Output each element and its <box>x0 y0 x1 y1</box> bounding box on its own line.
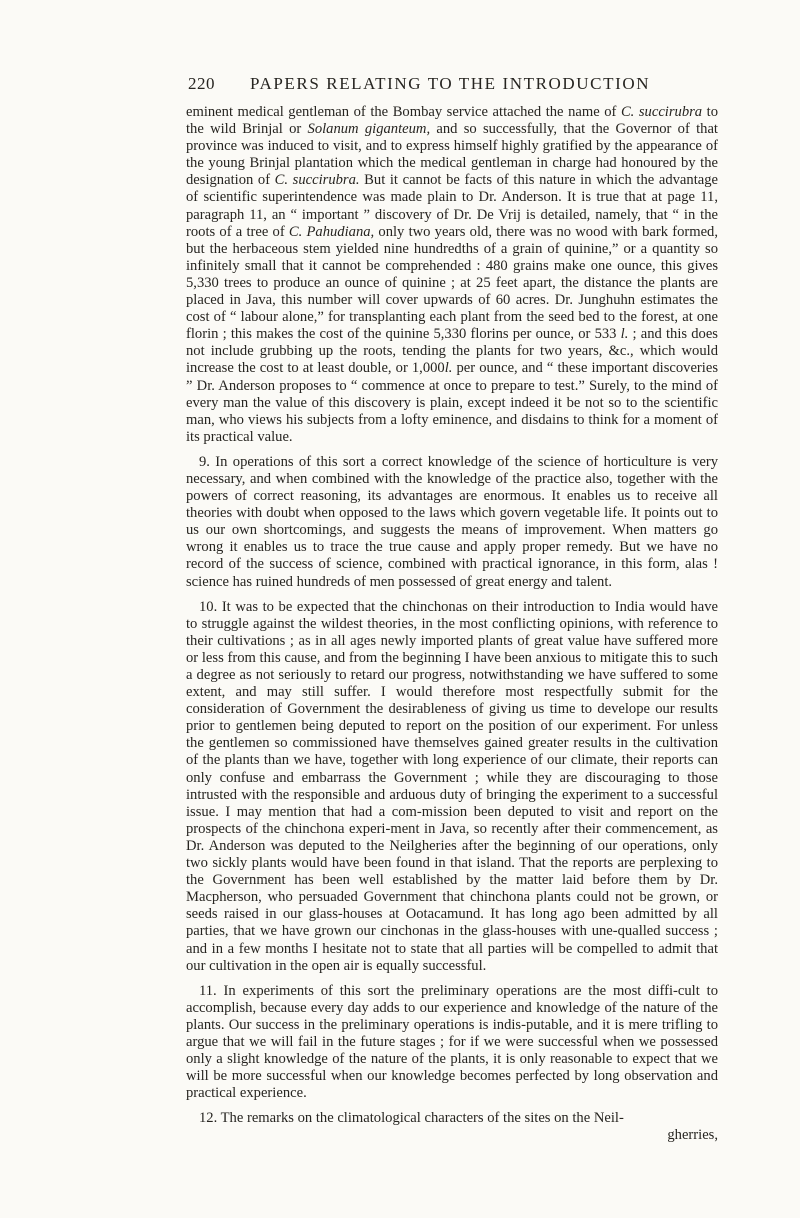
running-head: PAPERS RELATING TO THE INTRODUCTION <box>250 74 651 93</box>
catchword: gherries, <box>667 1127 718 1144</box>
paragraph-12 <box>186 1110 718 1127</box>
italic-text: C. succirubra <box>620 104 703 120</box>
italic-text: Solanum giganteum, <box>307 121 431 138</box>
text-run: ; and this does not include grubbing up the roots, tending the plants for two years, &c., which would increase the cost to at least double, or 1,000 <box>186 326 718 377</box>
page-header <box>188 74 718 98</box>
text-run: per ounce, and “ these important discoveries ” Dr. Anderson proposes to “ commence at once to prepare to test.” Surely, to the mind of every man the value of this discovery is plain, except indeed it be not so to the scientific man, who views his subjects from a lofty eminence, and disdains to think for a moment of its practical value. <box>186 360 718 445</box>
text-run: 10. It was to be expected that the chinchonas on their introduction to India would have to struggle against the wildest theories, in the most conflicting opinions, with reference to their cultivations ; as in all ages newly imported plants of great value have suffered more or less from this cause, and from the beginning I have been anxious to mitigate this to such a degree as not seriously to retard our progress, notwithstanding we have suffered to some extent, and may still suffer. I would therefore most respectfully submit for the consideration of Government the desirableness of giving us time to develope our results prior to gentlemen being deputed to report on the position of our experiment. For unless the gentlemen so commissioned have themselves gained greater results in the cultivation of the plants than we have, together with long experience of our climate, their reports can only confuse and embarrass the Government ; while they are discouraging to those intrusted with the responsible and arduous duty of bringing the experiment to a successful issue. I may mention that had a com-mission been deputed to visit and report on the prospects of the chinchona experi-ment in Java, so recently after their commencement, as Dr. Anderson was deputed to the Neilgheries after the beginning of our operations, only two sickly plants would have been found in that island. That the reports are perplexing to the Government has been well established by the matter laid before them by Dr. Macpherson, who persuaded Government that chinchona plants could not be grown, or seeds raised in our glass-houses at Ootacamund. It has long ago been admitted by all parties, that we have grown our cinchonas in the glass-houses with une-qualled success ; and in a few months I hesitate not to state that all parties will be compelled to admit that our cultivation in the open air is equally successful. <box>186 598 718 974</box>
body-text <box>186 104 718 1145</box>
text-run: to the wild Brinjal or <box>186 104 719 138</box>
text-run: But it cannot be facts of this nature in which the advantage of scientific superintendence was made plain to Dr. Anderson. It is true that at page 11, paragraph 11, an “ important ” discovery of Dr. De Vrij is detailed, namely, that “ in the roots of a tree of <box>186 172 719 240</box>
paragraph-9 <box>186 454 718 591</box>
italic-text: C. Pahudiana, <box>288 223 375 240</box>
text-run: and so successfully, that the Governor of that province was induced to visit, and to express himself highly gratified by the appearance of the young Brinjal plantation which the medical gentleman in charge had honoured by the designation of <box>186 121 718 189</box>
italic-text: C. succirubra. <box>274 172 360 189</box>
italic-text: l. <box>444 360 453 377</box>
text-run: 9. In operations of this sort a correct knowledge of the science of horticulture is very necessary, and when combined with the knowledge of the practice also, together with the powers of correct reasoning, its advantages are enormous. It enables us to receive all theories with doubt when opposed to the laws which govern vegetable life. It points out to us our own shortcomings, and suggests the means of improvement. When matters go wrong it enables us to trace the true cause and apply proper remedy. But we have no record of the success of science, combined with practical ignorance, in this form, alas ! science has ruined hundreds of men possessed of great energy and talent. <box>186 453 718 590</box>
paragraph-10 <box>186 599 718 975</box>
text-run: only two years old, there was no wood with bark formed, but the herbaceous stem yielded nine hundredths of a grain of quinine,” or a quantity so infinitely small that it cannot be comprehended : 480 grains make one ounce, this gives 5,330 trees to produce an ounce of quinine ; at 25 feet apart, the distance the plants are placed in Java, this number will cover upwards of 60 acres. Dr. Junghuhn estimates the cost of “ labour alone,” for transplanting each plant from the seed bed to the forest, at one florin ; this makes the cost of the quinine 5,330 florins per ounce, or 533 <box>186 223 718 343</box>
text-run: eminent medical gentleman of the Bombay service attached the name of <box>186 104 621 120</box>
text-run: 11. In experiments of this sort the preliminary operations are the most diffi-cult to accomplish, because every day adds to our experience and knowledge of the nature of the plants. Our success in the preliminary operations is indis-putable, and it is mere trifling to argue that we will fail in the future stages ; for if we were successful when we possessed only a slight knowledge of the nature of the plants, it is only reasonable to expect that we will be more successful when our knowledge becomes perfected by long observation and practical experience. <box>186 982 718 1102</box>
page-number: 220 <box>188 74 215 93</box>
paragraph-11 <box>186 983 718 1103</box>
italic-text: l. <box>620 326 629 343</box>
text-run: 12. The remarks on the climatological characters of the sites on the Neil- <box>199 1110 624 1127</box>
paragraph-continued <box>186 104 718 446</box>
